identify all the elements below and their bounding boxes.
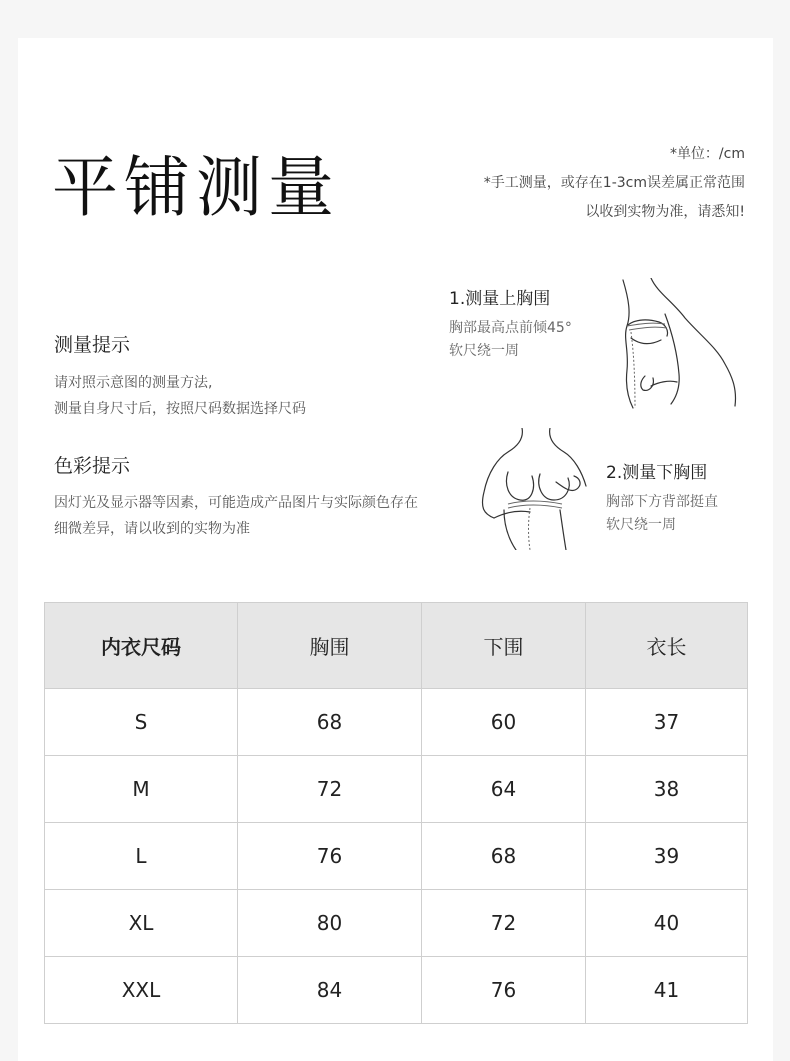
header-underbust: 下围 bbox=[422, 603, 586, 689]
measure-tip-text bbox=[54, 370, 306, 422]
cell-size: M bbox=[45, 756, 238, 823]
cell-length: 37 bbox=[586, 689, 748, 756]
step1-text bbox=[449, 317, 572, 363]
cell-size: XXL bbox=[45, 957, 238, 1024]
cell-size: L bbox=[45, 823, 238, 890]
error-note: *手工测量，或存在1-3cm误差属正常范围 bbox=[483, 175, 745, 191]
unit-note: *单位：/cm bbox=[669, 146, 745, 162]
step2-line: 软尺绕一周 bbox=[606, 517, 676, 533]
size-table-header-row bbox=[45, 603, 748, 689]
measure-tip-line: 请对照示意图的测量方法, bbox=[54, 375, 213, 391]
cell-length: 40 bbox=[586, 890, 748, 957]
cell-underbust: 72 bbox=[422, 890, 586, 957]
notice-note: 以收到实物为准，请悉知! bbox=[585, 204, 745, 220]
cell-size: XL bbox=[45, 890, 238, 957]
cell-bust: 76 bbox=[238, 823, 422, 890]
cell-length: 38 bbox=[586, 756, 748, 823]
table-row bbox=[45, 823, 748, 890]
cell-length: 41 bbox=[586, 957, 748, 1024]
step1-title: 1.测量上胸围 bbox=[449, 289, 551, 309]
color-tip-title: 色彩提示 bbox=[54, 455, 131, 477]
cell-bust: 84 bbox=[238, 957, 422, 1024]
step1-line: 软尺绕一周 bbox=[449, 343, 519, 359]
color-tip-line: 细微差异，请以收到的实物为准 bbox=[54, 521, 250, 537]
step2-line: 胸部下方背部挺直 bbox=[606, 494, 718, 510]
cell-length: 39 bbox=[586, 823, 748, 890]
step1-line: 胸部最高点前倾45° bbox=[449, 320, 572, 336]
cell-underbust: 60 bbox=[422, 689, 586, 756]
measurement-notes bbox=[484, 140, 745, 227]
size-table bbox=[44, 602, 748, 1024]
cell-bust: 68 bbox=[238, 689, 422, 756]
header-size: 内衣尺码 bbox=[45, 603, 238, 689]
table-row bbox=[45, 890, 748, 957]
table-row bbox=[45, 756, 748, 823]
under-bust-measure-illustration bbox=[478, 428, 598, 550]
table-row bbox=[45, 689, 748, 756]
color-tip-line: 因灯光及显示器等因素，可能造成产品图片与实际颜色存在 bbox=[54, 495, 418, 511]
cell-underbust: 76 bbox=[422, 957, 586, 1024]
step2-text bbox=[606, 491, 718, 537]
header-length: 衣长 bbox=[586, 603, 748, 689]
cell-underbust: 64 bbox=[422, 756, 586, 823]
cell-bust: 72 bbox=[238, 756, 422, 823]
upper-bust-measure-illustration bbox=[605, 278, 745, 410]
cell-underbust: 68 bbox=[422, 823, 586, 890]
cell-bust: 80 bbox=[238, 890, 422, 957]
step2-title: 2.测量下胸围 bbox=[606, 463, 708, 483]
color-tip-text bbox=[54, 490, 418, 542]
header-bust: 胸围 bbox=[238, 603, 422, 689]
cell-size: S bbox=[45, 689, 238, 756]
table-row bbox=[45, 957, 748, 1024]
measure-tip-title: 测量提示 bbox=[54, 334, 131, 356]
page-title: 平铺测量 bbox=[52, 149, 340, 226]
measure-tip-line: 测量自身尺寸后，按照尺码数据选择尺码 bbox=[54, 401, 306, 417]
